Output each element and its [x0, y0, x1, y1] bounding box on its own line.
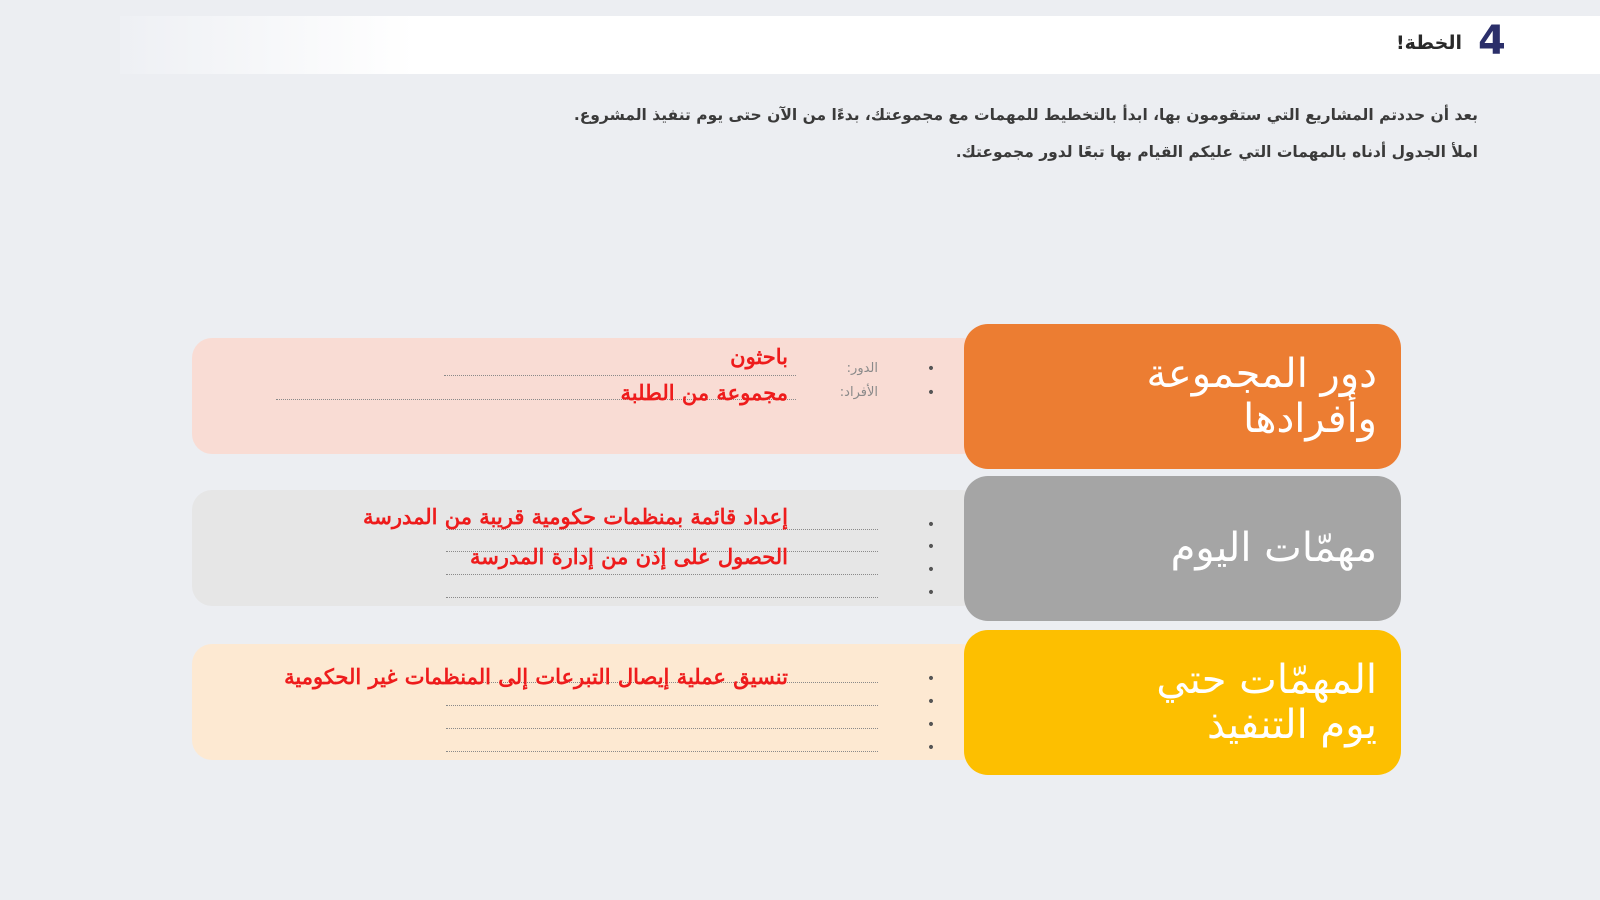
until-answer-line[interactable] — [446, 705, 878, 706]
until-panel — [192, 644, 982, 760]
role-tab-title-line2: وأفرادها — [1243, 395, 1377, 442]
bullet-dot: • — [926, 385, 936, 401]
until-answer-line[interactable] — [446, 751, 878, 752]
bullet-dot: • — [926, 717, 936, 733]
today-answer-line[interactable] — [446, 529, 878, 530]
bullet-dot: • — [926, 671, 936, 687]
today-answer-1: إعداد قائمة بمنظمات حكومية قريبة من المدرسة — [363, 504, 788, 529]
members-field-label: الأفراد: — [839, 385, 878, 400]
role-tab-title-line1: دور المجموعة — [1146, 350, 1377, 397]
step-number: 4 — [1478, 18, 1506, 64]
until-answer-line[interactable] — [446, 728, 878, 729]
bullet-dot: • — [926, 694, 936, 710]
today-answer-line[interactable] — [446, 597, 878, 598]
role-answer-line[interactable] — [444, 375, 796, 376]
intro-line-2: املأ الجدول أدناه بالمهمات التي عليكم القيام بها تبعًا لدور مجموعتك. — [955, 143, 1478, 161]
bullet-dot: • — [926, 740, 936, 756]
role-field-label: الدور: — [846, 361, 878, 376]
until-answer-1: تنسيق عملية إيصال التبرعات إلى المنظمات غير الحكومية — [284, 664, 788, 689]
today-tab — [964, 476, 1401, 621]
members-answer: مجموعة من الطلبة — [620, 380, 788, 405]
intro-line-1: بعد أن حددتم المشاريع التي ستقومون بها، ابدأ بالتخطيط للمهمات مع مجموعتك، بدءًا من الآن حتى يوم تنفيذ المشروع. — [573, 106, 1478, 124]
today-tab-title: مهمّات اليوم — [1170, 525, 1377, 572]
bullet-dot: • — [926, 562, 936, 578]
step-title: الخطة! — [1395, 32, 1462, 54]
until-tab-title-line1: المهمّات حتي — [1156, 656, 1377, 703]
until-tab — [964, 630, 1401, 775]
role-tab — [964, 324, 1401, 469]
role-answer: باحثون — [730, 344, 788, 369]
bullet-dot: • — [926, 517, 936, 533]
bullet-dot: • — [926, 585, 936, 601]
bullet-dot: • — [926, 539, 936, 555]
bullet-dot: • — [926, 361, 936, 377]
today-answer-2: الحصول على إذن من إدارة المدرسة — [469, 544, 788, 569]
until-tab-title-line2: يوم التنفيذ — [1206, 701, 1377, 748]
today-answer-line[interactable] — [446, 574, 878, 575]
